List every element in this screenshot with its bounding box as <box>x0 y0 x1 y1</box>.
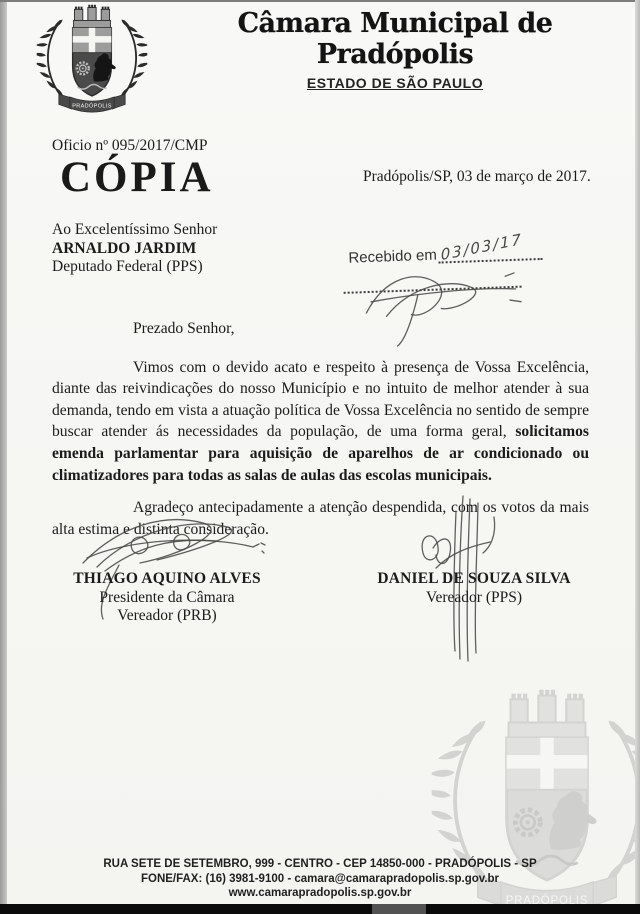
recipient-block <box>52 221 217 277</box>
recipient-title: Deputado Federal (PPS) <box>52 258 203 275</box>
coat-of-arms <box>36 2 148 120</box>
recipient-salutation: Ao Excelentíssimo Senhor <box>52 221 218 238</box>
copy-stamp: CÓPIA <box>60 154 214 201</box>
scan-edge-right <box>635 0 640 914</box>
organization-title: Câmara Municipal de Pradópolis <box>237 8 553 70</box>
footer-phone-email: FONE/FAX: (16) 3981-9100 - camara@camarapradopolis.sp.gov.br <box>140 872 500 885</box>
signatory-party: Vereador (PRB) <box>117 607 217 624</box>
signatory-name: THIAGO AQUINO ALVES <box>73 570 261 587</box>
paragraph-1 <box>52 357 589 487</box>
paragraph-1-normal: Vimos com o devido acato e respeito à presença de Vossa Excelência, diante das reivindicações do nosso Município e no intuito de melhor atender à sua demanda, tendo em vista a atuação política de Vossa Excelência no sentido de sempre buscar atender ás necessidades da população, de uma forma geral, <box>52 358 589 441</box>
footer-address: RUA SETE DE SETEMBRO, 999 - CENTRO - CEP 14850-000 - PRADÓPOLIS - SP <box>103 858 537 870</box>
signature-block-thiago <box>52 570 282 626</box>
paragraph-1-bold-request: solicitamos emenda parlamentar para aquisição de aparelhos de ar condicionado ou climatizadores para todas as salas de aulas das escolas municipais. <box>52 423 589 484</box>
recipient-name: ARNALDO JARDIM <box>52 239 197 257</box>
organization-subtitle: ESTADO DE SÃO PAULO <box>306 75 484 91</box>
received-stamp-label: Recebido em <box>348 246 438 267</box>
handwritten-received-date: 03/03/17 <box>440 230 524 265</box>
signatory-role: Presidente da Câmara <box>99 588 235 606</box>
signatory-name: DANIEL DE SOUZA SILVA <box>377 570 571 587</box>
dateline: Pradópolis/SP, 03 de março de 2017. <box>363 168 591 185</box>
letterhead <box>170 8 620 91</box>
scan-edge-left <box>0 0 7 914</box>
footer-contact-block <box>40 857 600 901</box>
scan-edge-top <box>0 0 640 2</box>
scan-bottom-bar-light-segment <box>372 904 426 914</box>
signature-block-daniel <box>360 570 588 607</box>
footer-website: www.camarapradopolis.sp.gov.br <box>228 887 412 899</box>
scan-bottom-bar <box>0 904 640 914</box>
signatory-role: Vereador (PPS) <box>426 588 522 606</box>
greeting: Prezado Senhor, <box>133 320 235 337</box>
document-reference: Oficio nº 095/2017/CMP <box>52 137 208 154</box>
paragraph-2: Agradeço antecipadamente a atenção despendida, com os votos da mais alta estima e distinta consideração. <box>52 499 589 538</box>
